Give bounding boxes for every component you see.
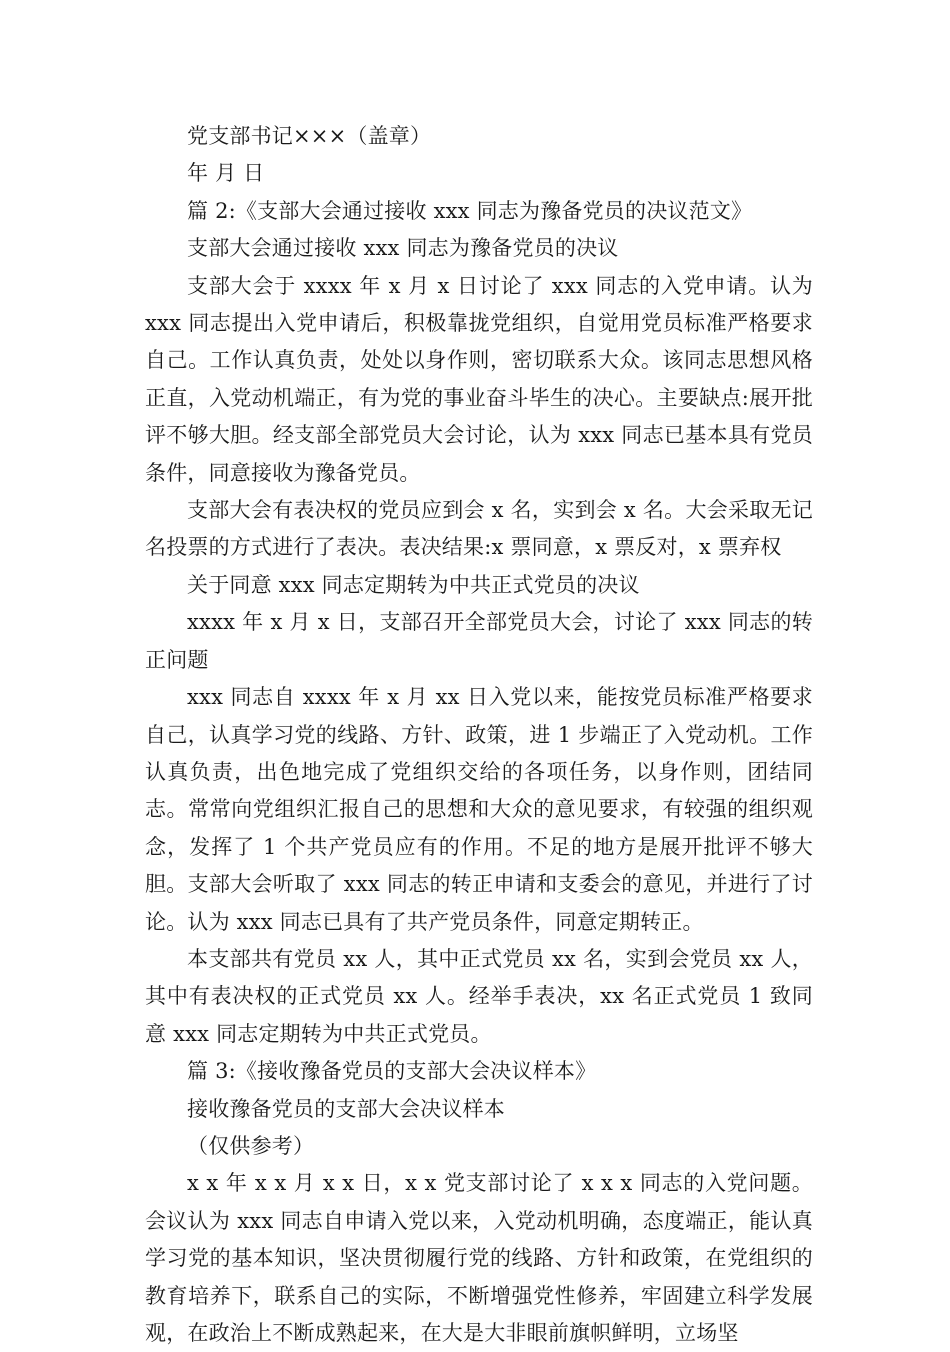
resolution-title: 关于同意 xxx 同志定期转为中共正式党员的决议: [187, 572, 640, 597]
section-heading-2: 篇 2:《支部大会通过接收 xxx 同志为豫备党员的决议范文》: [187, 198, 753, 223]
signature-line: 党支部书记×××（盖章）: [187, 124, 432, 148]
document-body: [145, 118, 813, 1352]
date-line: 年 月 日: [187, 161, 265, 186]
paragraph: 支部大会于 xxxx 年 x 月 x 日讨论了 xxx 同志的入党申请。认为 xxx 同志提出入党申请后，积极靠拢党组织，自觉用党员标准严格要求自己。工作认真负责，处处以身作则，密切联系大众。该同志思想风格正直，入党动机端正，有为党的事业奋斗毕生的决心。主要缺点:展开批评不够大胆。经支部全部党员大会讨论，认为 xxx 同志已基本具有党员条件，同意接收为豫备党员。: [145, 273, 813, 485]
reference-note: （仅供参考）: [187, 1133, 315, 1158]
paragraph: xxxx 年 x 月 x 日，支部召开全部党员大会，讨论了 xxx 同志的转正问题: [145, 610, 813, 672]
paragraph: 本支部共有党员 xx 人，其中正式党员 xx 名，实到会党员 xx 人，其中有表决权的正式党员 xx 人。经举手表决，xx 名正式党员 1 致同意 xxx 同志定期转为中共正式党员。: [145, 946, 813, 1046]
paragraph: 支部大会有表决权的党员应到会 x 名，实到会 x 名。大会采取无记名投票的方式进行了表决。表决结果:x 票同意，x 票反对，x 票弃权: [145, 498, 813, 560]
section-heading-3: 篇 3:《接收豫备党员的支部大会决议样本》: [187, 1059, 597, 1084]
resolution-title: 接收豫备党员的支部大会决议样本: [187, 1096, 505, 1121]
paragraph: x x 年 x x 月 x x 日，x x 党支部讨论了 x x x 同志的入党问题。会议认为 xxx 同志自申请入党以来，入党动机明确，态度端正，能认真学习党的基本知识，坚决贯彻履行党的线路、方针和政策，在党组织的教育培养下，联系自己的实际，不断增强党性修养，牢固建立科学发展观，在政治上不断成熟起来，在大是大非眼前旗帜鲜明，立场坚: [145, 1171, 813, 1345]
paragraph: xxx 同志自 xxxx 年 x 月 xx 日入党以来，能按党员标准严格要求自己，认真学习党的线路、方针、政策，进 1 步端正了入党动机。工作认真负责，出色地完成了党组织交给的各项任务，以身作则，团结同志。常常向党组织汇报自己的思想和大众的意见要求，有较强的组织观念，发挥了 1 个共产党员应有的作用。不足的地方是展开批评不够大胆。支部大会听取了 xxx 同志的转正申请和支委会的意见，并进行了讨论。认为 xxx 同志已具有了共产党员条件，同意定期转正。: [145, 685, 813, 934]
resolution-title: 支部大会通过接收 xxx 同志为豫备党员的决议: [187, 236, 619, 261]
